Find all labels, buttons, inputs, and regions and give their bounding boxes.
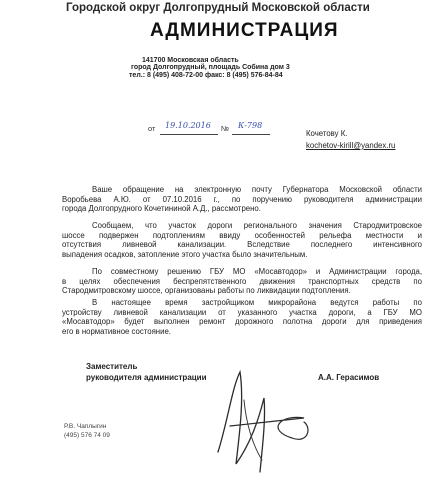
paragraph-line: По совместному решению ГБУ МО «Мосавтодор» и Администрации города, xyxy=(92,267,422,276)
paragraph-line: в целях обеспечения беспрепятственного движения транспортных средств по xyxy=(62,276,422,286)
recipient-name: Кочетову К. xyxy=(306,129,348,138)
outgoing-number-prefix: № xyxy=(221,124,230,133)
paragraph-joint-decision xyxy=(62,267,422,296)
paragraph-line: устройству ливневой канализации от указанного участка дороги, а ГБУ МО xyxy=(62,307,422,317)
handwritten-signature xyxy=(200,360,320,480)
paragraph-appeal xyxy=(62,185,422,214)
document-title: АДМИНИСТРАЦИЯ xyxy=(150,20,339,41)
paragraph-line: Воробьева А.Ю. от 07.10.2016 г., по поручению руководителя администрации xyxy=(62,194,422,204)
paragraph-line: выпадения осадков, затопление этого участка было значительным. xyxy=(62,250,308,260)
paragraph-line: Стародмитровскому шоссе, организованы работы по ликвидации подтопления. xyxy=(62,286,351,296)
address-line-2: город Долгопрудный, площадь Собина дом 3 xyxy=(131,64,290,71)
outgoing-date-prefix: от xyxy=(148,124,156,133)
executor-name: Р.В. Чаплыгин xyxy=(64,423,107,430)
paragraph-line: города Долгопрудного Кочетининой А.Д., рассмотрено. xyxy=(62,204,261,214)
signer-position-line-2: руководителя администрации xyxy=(86,373,207,382)
paragraph-line: «Мосавтодор» будет выполнен ремонт дорожного полотна дороги для приведения xyxy=(62,317,422,327)
signer-position-line-1: Заместитель xyxy=(86,362,138,371)
paragraph-line: Ваше обращение на электронную почту Губернатора Московской области xyxy=(92,185,422,194)
signer-name: А.А. Герасимов xyxy=(318,373,380,382)
paragraph-line: В настоящее время застройщиком микрорайона ведутся работы по xyxy=(92,298,422,307)
executor-phone: (495) 576 74 09 xyxy=(64,432,110,439)
address-line-1: 141700 Московская область xyxy=(142,57,239,64)
handwritten-number: К-798 xyxy=(238,121,263,130)
paragraph-road-flooding xyxy=(62,221,422,260)
handwritten-date: 19.10.2016 xyxy=(165,121,211,130)
paragraph-current-works xyxy=(62,298,422,337)
recipient-email[interactable]: kochetov-kirill@yandex.ru xyxy=(306,141,396,150)
region-name: Городской округ Долгопрудный Московской области xyxy=(66,2,370,14)
paragraph-line: шоссе подвержен подтоплениям ввиду особенностей рельефа местности и xyxy=(62,230,422,240)
paragraph-line: его в нормативное состояние. xyxy=(62,327,171,337)
paragraph-line: Сообщаем, что участок дороги регионального значения Стародмитровское xyxy=(92,221,422,230)
address-phone-fax: тел.: 8 (495) 408-72-00 факс: 8 (495) 576-84-84 xyxy=(129,72,283,79)
paragraph-line: отсутствия ливневой канализации. Вследствие последнего интенсивного xyxy=(62,240,422,250)
